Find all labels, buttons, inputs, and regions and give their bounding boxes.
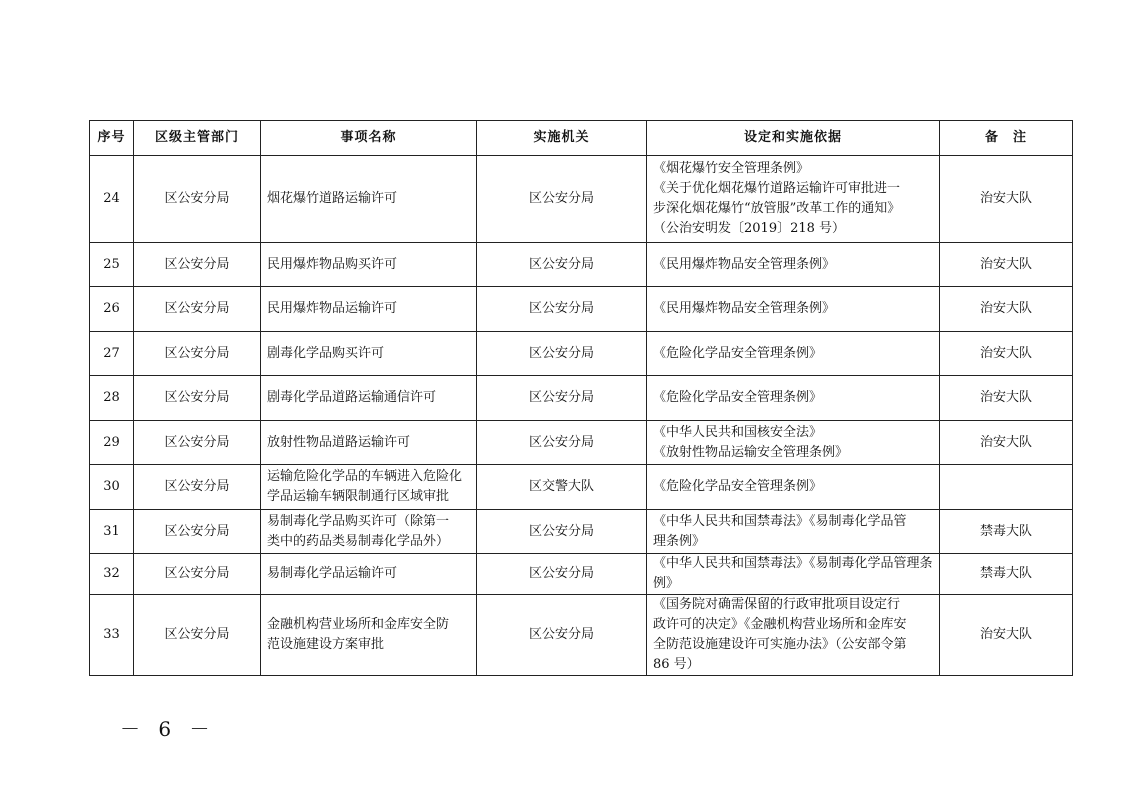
cell-implementing-agency: 区公安分局 bbox=[477, 554, 647, 595]
cell-remarks: 治安大队 bbox=[940, 287, 1073, 332]
table-row bbox=[90, 554, 1073, 595]
cell-serial-number: 30 bbox=[90, 465, 134, 510]
cell-item-name bbox=[261, 376, 477, 421]
cell-remarks: 禁毒大队 bbox=[940, 510, 1073, 554]
cell-serial-number: 29 bbox=[90, 421, 134, 465]
cell-remarks bbox=[940, 465, 1073, 510]
cell-legal-basis-line: 《中华人民共和国核安全法》 bbox=[653, 424, 823, 440]
cell-item-name bbox=[261, 332, 477, 376]
cell-item-name-line: 范设施建设方案审批 bbox=[267, 637, 385, 652]
cell-item-name-line: 剧毒化学品购买许可 bbox=[267, 345, 385, 361]
table-row bbox=[90, 243, 1073, 287]
cell-remarks: 治安大队 bbox=[940, 421, 1073, 465]
cell-serial-number: 27 bbox=[90, 332, 134, 376]
cell-item-name bbox=[261, 465, 477, 510]
cell-legal-basis bbox=[647, 332, 940, 376]
cell-legal-basis bbox=[647, 376, 940, 421]
cell-department: 区公安分局 bbox=[134, 287, 261, 332]
cell-legal-basis-line: 《烟花爆竹安全管理条例》 bbox=[653, 161, 810, 176]
cell-department: 区公安分局 bbox=[134, 510, 261, 554]
cell-legal-basis-line: 《民用爆炸物品安全管理条例》 bbox=[653, 256, 836, 272]
table-row bbox=[90, 595, 1073, 676]
page-number: － 6 － bbox=[120, 717, 216, 741]
cell-item-name bbox=[261, 554, 477, 595]
cell-legal-basis-line: 理条例》 bbox=[653, 533, 706, 549]
cell-implementing-agency: 区公安分局 bbox=[477, 243, 647, 287]
cell-department: 区公安分局 bbox=[134, 595, 261, 676]
cell-legal-basis-line: 全防范设施建设许可实施办法》（公安部令第 bbox=[653, 637, 907, 652]
table-row bbox=[90, 376, 1073, 421]
cell-remarks: 治安大队 bbox=[940, 595, 1073, 676]
header-implementing-agency: 实施机关 bbox=[477, 121, 647, 156]
cell-item-name-line: 金融机构营业场所和金库安全防 bbox=[267, 617, 450, 632]
cell-legal-basis-line: 《中华人民共和国禁毒法》《易制毒化学品管理条例》 bbox=[653, 556, 933, 591]
cell-serial-number: 31 bbox=[90, 510, 134, 554]
cell-implementing-agency: 区公安分局 bbox=[477, 595, 647, 676]
cell-department: 区公安分局 bbox=[134, 421, 261, 465]
cell-implementing-agency: 区公安分局 bbox=[477, 332, 647, 376]
cell-legal-basis bbox=[647, 421, 940, 465]
cell-legal-basis-line: 步深化烟花爆竹“放管服”改革工作的通知》 bbox=[653, 201, 901, 216]
cell-item-name bbox=[261, 287, 477, 332]
cell-serial-number: 26 bbox=[90, 287, 134, 332]
cell-legal-basis-line: 《关于优化烟花爆竹道路运输许可审批进一 bbox=[653, 181, 901, 196]
cell-legal-basis-line: 86 号） bbox=[653, 657, 700, 672]
cell-implementing-agency: 区公安分局 bbox=[477, 156, 647, 243]
table-row bbox=[90, 287, 1073, 332]
cell-legal-basis-line: 《民用爆炸物品安全管理条例》 bbox=[653, 301, 836, 316]
cell-legal-basis bbox=[647, 287, 940, 332]
cell-department: 区公安分局 bbox=[134, 243, 261, 287]
cell-implementing-agency: 区交警大队 bbox=[477, 465, 647, 510]
cell-item-name-line: 剧毒化学品道路运输通信许可 bbox=[267, 390, 437, 405]
cell-serial-number: 32 bbox=[90, 554, 134, 595]
header-remarks: 备 注 bbox=[940, 121, 1073, 156]
cell-implementing-agency: 区公安分局 bbox=[477, 510, 647, 554]
cell-department: 区公安分局 bbox=[134, 332, 261, 376]
table-row bbox=[90, 332, 1073, 376]
cell-legal-basis bbox=[647, 554, 940, 595]
table-header-row bbox=[90, 121, 1073, 156]
cell-implementing-agency: 区公安分局 bbox=[477, 421, 647, 465]
cell-serial-number: 24 bbox=[90, 156, 134, 243]
cell-legal-basis bbox=[647, 595, 940, 676]
cell-serial-number: 25 bbox=[90, 243, 134, 287]
table-row bbox=[90, 421, 1073, 465]
cell-item-name-line: 放射性物品道路运输许可 bbox=[267, 434, 411, 450]
cell-legal-basis bbox=[647, 243, 940, 287]
header-item-name: 事项名称 bbox=[261, 121, 477, 156]
cell-item-name-line: 民用爆炸物品购买许可 bbox=[267, 256, 398, 272]
cell-item-name bbox=[261, 156, 477, 243]
cell-department: 区公安分局 bbox=[134, 554, 261, 595]
cell-item-name-line: 学品运输车辆限制通行区域审批 bbox=[267, 489, 450, 504]
approval-items-table bbox=[89, 120, 1073, 676]
cell-legal-basis-line: （公治安明发〔2019〕218 号） bbox=[653, 221, 846, 236]
cell-department: 区公安分局 bbox=[134, 465, 261, 510]
header-department: 区级主管部门 bbox=[134, 121, 261, 156]
cell-legal-basis-line: 政许可的决定》《金融机构营业场所和金库安 bbox=[653, 617, 907, 632]
cell-department: 区公安分局 bbox=[134, 376, 261, 421]
cell-legal-basis bbox=[647, 465, 940, 510]
cell-item-name-line: 类中的药品类易制毒化学品外） bbox=[267, 533, 450, 549]
table-row bbox=[90, 465, 1073, 510]
cell-legal-basis-line: 《危险化学品安全管理条例》 bbox=[653, 390, 823, 405]
cell-item-name-line: 民用爆炸物品运输许可 bbox=[267, 301, 398, 316]
cell-remarks: 治安大队 bbox=[940, 376, 1073, 421]
cell-legal-basis bbox=[647, 510, 940, 554]
cell-item-name-line: 烟花爆竹道路运输许可 bbox=[267, 191, 398, 206]
cell-item-name bbox=[261, 243, 477, 287]
table-row bbox=[90, 156, 1073, 243]
cell-item-name-line: 易制毒化学品运输许可 bbox=[267, 566, 398, 581]
table-row bbox=[90, 510, 1073, 554]
cell-legal-basis-line: 《危险化学品安全管理条例》 bbox=[653, 345, 823, 361]
cell-legal-basis-line: 《国务院对确需保留的行政审批项目设定行 bbox=[653, 597, 901, 612]
cell-remarks: 禁毒大队 bbox=[940, 554, 1073, 595]
cell-item-name bbox=[261, 510, 477, 554]
cell-item-name-line: 易制毒化学品购买许可（除第一 bbox=[267, 513, 450, 529]
cell-implementing-agency: 区公安分局 bbox=[477, 287, 647, 332]
cell-serial-number: 28 bbox=[90, 376, 134, 421]
cell-legal-basis-line: 《中华人民共和国禁毒法》《易制毒化学品管 bbox=[653, 513, 907, 529]
cell-remarks: 治安大队 bbox=[940, 332, 1073, 376]
cell-remarks: 治安大队 bbox=[940, 243, 1073, 287]
cell-item-name bbox=[261, 595, 477, 676]
cell-item-name-line: 运输危险化学品的车辆进入危险化 bbox=[267, 469, 463, 484]
cell-serial-number: 33 bbox=[90, 595, 134, 676]
cell-item-name bbox=[261, 421, 477, 465]
header-legal-basis: 设定和实施依据 bbox=[647, 121, 940, 156]
header-serial-number: 序号 bbox=[90, 121, 134, 156]
cell-legal-basis-line: 《危险化学品安全管理条例》 bbox=[653, 479, 823, 494]
cell-implementing-agency: 区公安分局 bbox=[477, 376, 647, 421]
cell-department: 区公安分局 bbox=[134, 156, 261, 243]
cell-legal-basis bbox=[647, 156, 940, 243]
cell-remarks: 治安大队 bbox=[940, 156, 1073, 243]
cell-legal-basis-line: 《放射性物品运输安全管理条例》 bbox=[653, 444, 849, 460]
